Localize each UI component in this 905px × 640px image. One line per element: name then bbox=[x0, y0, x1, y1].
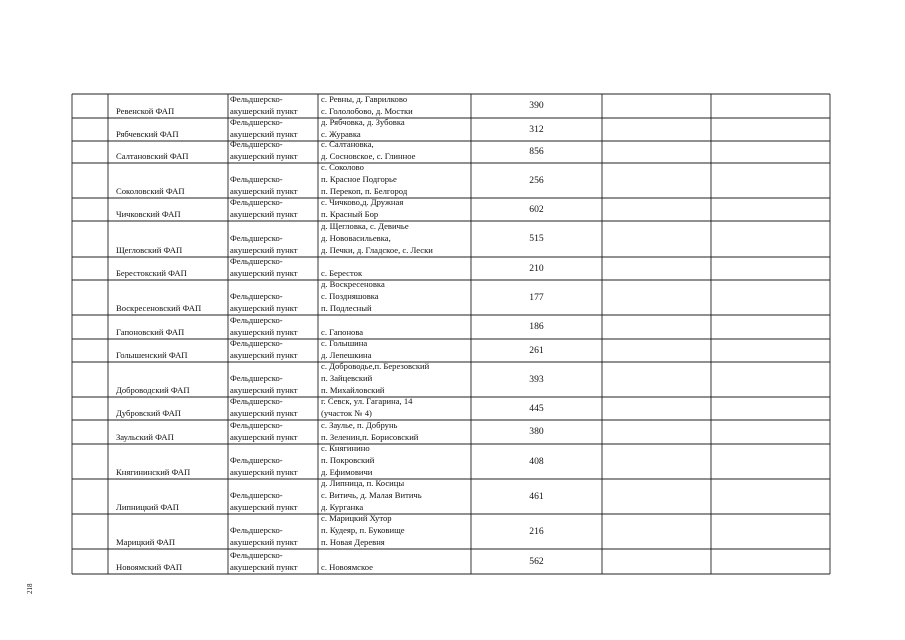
settlements-line: п. Кудеяр, п. Буковище bbox=[321, 524, 405, 535]
population-count: 186 bbox=[529, 321, 544, 332]
population-count: 177 bbox=[529, 291, 544, 303]
facility-type-line: Фельдшерско- bbox=[230, 524, 283, 535]
settlements-line: с. Поздняшовка bbox=[321, 290, 379, 301]
settlements-line: с. Доброводье,п. Березовский bbox=[321, 361, 430, 372]
settlements-line: д. Курганка bbox=[321, 501, 364, 512]
settlements-line: д. Лепешкина bbox=[321, 349, 372, 360]
settlements-line: с. Гапонова bbox=[321, 326, 364, 337]
settlements-line: с. Марицкий Хутор bbox=[321, 513, 392, 524]
facility-type-line: Фельдшерско- bbox=[230, 232, 283, 243]
population-count: 562 bbox=[529, 555, 544, 567]
facility-name: Берестокский ФАП bbox=[116, 267, 187, 278]
settlements-line: с. Княгинино bbox=[321, 443, 370, 454]
facility-name: Марицкий ФАП bbox=[116, 536, 176, 547]
settlements-line: д. Печки, д. Гладское, с. Лески bbox=[321, 244, 433, 255]
facility-type-line: Фельдшерско- bbox=[230, 337, 283, 348]
settlements-line: п. Подлесный bbox=[321, 302, 372, 313]
facility-type-line: акушерский пункт bbox=[230, 349, 298, 360]
facility-name: Княгининский ФАП bbox=[116, 466, 191, 477]
facility-type-line: Фельдшерско- bbox=[230, 138, 283, 149]
facility-name: Заульский ФАП bbox=[116, 431, 174, 442]
facility-type-line: Фельдшерско- bbox=[230, 549, 283, 560]
facility-name: Чичковский ФАП bbox=[116, 208, 181, 219]
settlements-line: п. Зайцевский bbox=[321, 372, 373, 383]
settlements-line: д. Воскресеновка bbox=[321, 279, 385, 290]
population-count: 393 bbox=[529, 373, 544, 385]
facility-type-line: акушерский пункт bbox=[230, 302, 298, 313]
page-number: 218 bbox=[26, 583, 34, 594]
settlements-line: с. Витичь, д. Малая Витичь bbox=[321, 489, 422, 500]
facility-type-line: Фельдшерско- bbox=[230, 173, 283, 184]
settlements-line: с. Чичково,д. Дружная bbox=[321, 196, 404, 207]
population-count: 312 bbox=[529, 123, 544, 135]
facility-name: Воскресеновский ФАП bbox=[116, 302, 202, 313]
facility-type-line: акушерский пункт bbox=[230, 466, 298, 477]
settlements-line: д. Липница, п. Косицы bbox=[321, 478, 405, 489]
facility-name: Липницкий ФАП bbox=[116, 501, 180, 512]
population-count: 210 bbox=[529, 262, 544, 274]
facility-type-line: Фельдшерско- bbox=[230, 116, 283, 127]
settlements-line: с. Заулье, п. Добрунь bbox=[321, 419, 398, 430]
settlements-line: с. Журавка bbox=[321, 128, 361, 139]
facility-type-line: Фельдшерско- bbox=[230, 314, 283, 325]
population-count: 261 bbox=[529, 344, 544, 356]
settlements-line: д. Рябчовка, д. Зубовка bbox=[321, 116, 405, 127]
facility-type-line: акушерский пункт bbox=[230, 185, 298, 196]
facility-type-line: акушерский пункт bbox=[230, 561, 298, 572]
facility-name: Гапоновский ФАП bbox=[116, 326, 185, 337]
facility-name: Дубровский ФАП bbox=[116, 407, 182, 418]
facility-type-line: Фельдшерско- bbox=[230, 255, 283, 266]
facility-type-line: Фельдшерско- bbox=[230, 290, 283, 301]
settlements-line: п. Перекоп, п. Белгород bbox=[321, 185, 408, 196]
facility-type-line: Фельдшерско- bbox=[230, 196, 283, 207]
settlements-line: п. Покровский bbox=[321, 454, 375, 465]
facility-name: Щегловский ФАП bbox=[116, 244, 183, 255]
facility-type-line: Фельдшерско- bbox=[230, 395, 283, 406]
facility-type-line: акушерский пункт bbox=[230, 431, 298, 442]
facility-name: Рябчевский ФАП bbox=[116, 128, 179, 139]
settlements-line: п. Красный Бор bbox=[321, 208, 379, 219]
population-count: 445 bbox=[529, 402, 544, 414]
facility-name: Голышенский ФАП bbox=[116, 349, 188, 360]
population-count: 602 bbox=[529, 203, 544, 215]
population-count: 390 bbox=[529, 100, 544, 111]
facility-type-line: акушерский пункт bbox=[230, 128, 298, 139]
settlements-line: п. Михайловский bbox=[321, 384, 385, 395]
facility-type-line: акушерский пункт bbox=[230, 150, 298, 161]
facility-type-line: Фельдшерско- bbox=[230, 454, 283, 465]
settlements-line: д. Нововасильевка, bbox=[321, 232, 391, 243]
population-count: 515 bbox=[529, 233, 544, 244]
population-count: 216 bbox=[529, 525, 544, 537]
settlements-line: г. Севск, ул. Гагарина, 14 bbox=[321, 395, 413, 406]
facility-type-line: акушерский пункт bbox=[230, 501, 298, 512]
settlements-line: д. Щегловка, с. Девичье bbox=[321, 221, 409, 232]
settlements-line: с. Новоямское bbox=[321, 561, 373, 572]
facility-type-line: акушерский пункт bbox=[230, 326, 298, 337]
facility-type-line: акушерский пункт bbox=[230, 407, 298, 418]
settlements-line: д. Ефимовичи bbox=[321, 466, 373, 477]
facility-name: Доброводский ФАП bbox=[116, 384, 190, 395]
facility-type-line: акушерский пункт bbox=[230, 384, 298, 395]
facility-type-line: акушерский пункт bbox=[230, 267, 298, 278]
settlements-line: с. Бересток bbox=[321, 267, 363, 278]
facility-type-line: Фельдшерско- bbox=[230, 419, 283, 430]
settlements-line: с. Ревны, д. Гаврилково bbox=[321, 93, 408, 104]
facility-type-line: акушерский пункт bbox=[230, 208, 298, 219]
settlements-line: п. Красное Подгорье bbox=[321, 173, 397, 184]
settlements-line: п. Новая Деревня bbox=[321, 536, 385, 547]
facility-name: Соколовский ФАП bbox=[116, 185, 185, 196]
settlements-line: с. Салтановка, bbox=[321, 138, 374, 149]
settlements-line: (участок № 4) bbox=[321, 407, 372, 418]
facility-type-line: акушерский пункт bbox=[230, 105, 298, 116]
facility-type-line: Фельдшерско- bbox=[230, 372, 283, 383]
settlements-line: с. Голышина bbox=[321, 337, 368, 348]
settlements-line: с. Соколово bbox=[321, 162, 364, 173]
population-count: 461 bbox=[529, 490, 544, 502]
population-count: 856 bbox=[529, 146, 544, 157]
settlements-line: д. Сосновское, с. Глинное bbox=[321, 150, 416, 161]
facility-type-line: Фельдшерско- bbox=[230, 93, 283, 104]
facility-name: Ревенской ФАП bbox=[116, 105, 175, 116]
population-count: 380 bbox=[529, 426, 544, 437]
facility-type-line: акушерский пункт bbox=[230, 244, 298, 255]
settlements-line: п. Зеленин,п. Борисовский bbox=[321, 431, 419, 442]
population-count: 408 bbox=[529, 455, 544, 467]
facility-name: Новоямский ФАП bbox=[116, 561, 183, 572]
facility-type-line: акушерский пункт bbox=[230, 536, 298, 547]
population-count: 256 bbox=[529, 174, 544, 186]
settlements-line: с. Гололобово, д. Мостки bbox=[321, 105, 413, 116]
facility-name: Салтановский ФАП bbox=[116, 150, 189, 161]
facility-type-line: Фельдшерско- bbox=[230, 489, 283, 500]
